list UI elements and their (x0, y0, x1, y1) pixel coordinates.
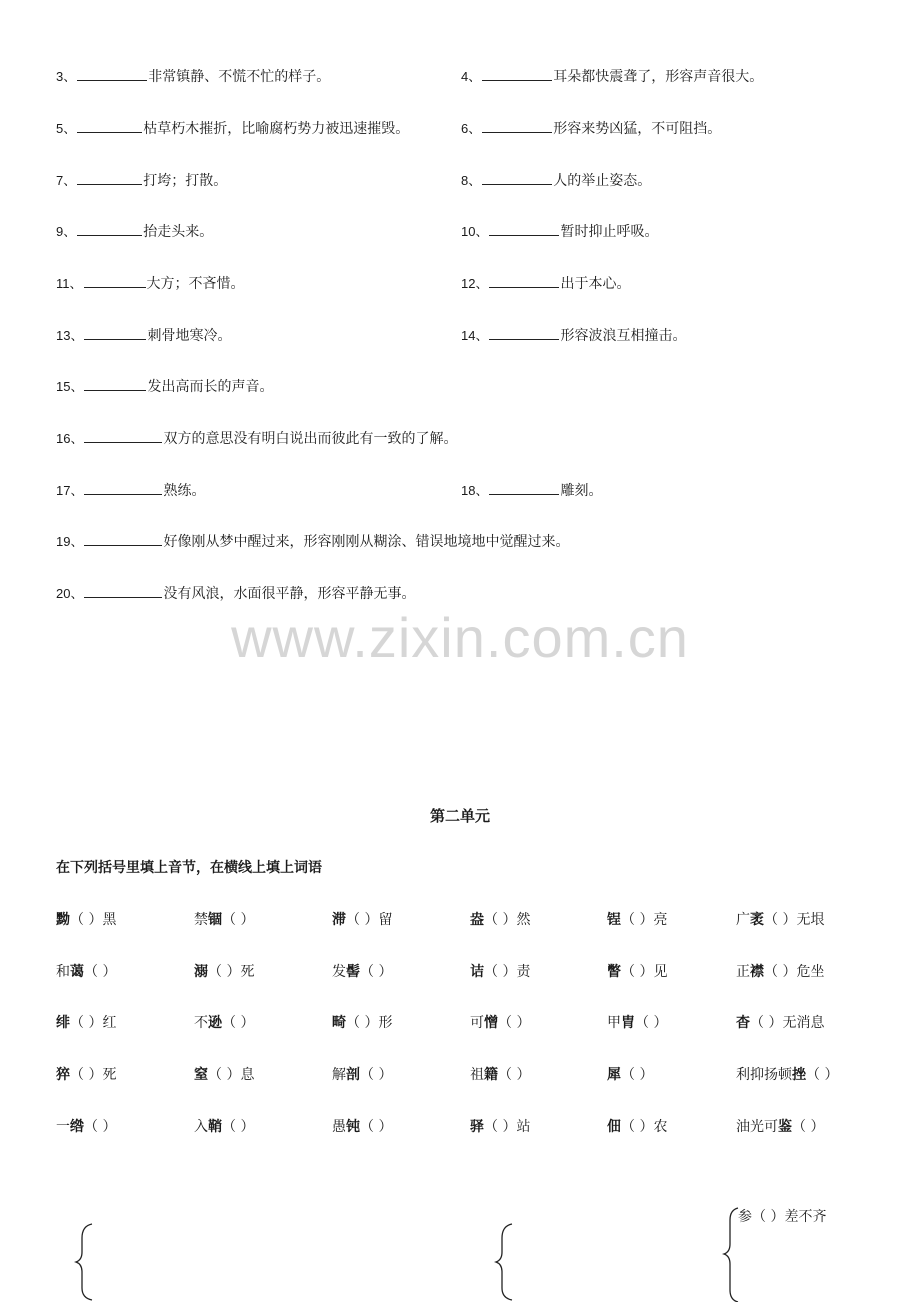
word-prefix: 愚 (332, 1119, 346, 1135)
pinyin-item (194, 1012, 254, 1032)
answer-blank[interactable] (489, 223, 559, 236)
pinyin-item (470, 1012, 530, 1032)
exercise-number: 3、 (56, 69, 77, 84)
target-character: 胄 (621, 1015, 635, 1031)
pinyin-item (736, 1064, 838, 1084)
pinyin-item (56, 1064, 116, 1084)
target-character: 憎 (484, 1015, 498, 1031)
answer-blank[interactable] (84, 327, 146, 340)
target-character: 籍 (484, 1067, 498, 1083)
target-character: 诘 (470, 964, 484, 980)
target-character: 锢 (208, 912, 222, 928)
target-character: 驿 (470, 1119, 484, 1135)
pinyin-item (736, 1012, 824, 1032)
exercise-item (56, 531, 569, 551)
answer-blank[interactable] (84, 430, 162, 443)
pinyin-item (607, 1064, 653, 1084)
answer-blank[interactable] (84, 585, 162, 598)
target-character: 鉴 (778, 1119, 792, 1135)
answer-blank[interactable] (77, 120, 142, 133)
exercise-item (461, 325, 686, 345)
target-character: 蔼 (70, 964, 84, 980)
pinyin-item (332, 1116, 392, 1136)
word-prefix: 甲 (607, 1015, 621, 1031)
target-character: 瞥 (607, 964, 621, 980)
exercise-definition: 打垮；打散。 (143, 173, 228, 189)
word-prefix: 一 (56, 1119, 70, 1135)
exercise-definition: 雕刻。 (560, 483, 603, 499)
answer-blank[interactable] (482, 172, 552, 185)
word-prefix: 不 (194, 1015, 208, 1031)
exercise-definition: 大方；不吝惜。 (146, 276, 245, 292)
exercise-number: 5、 (56, 121, 77, 136)
exercise-item (56, 170, 227, 190)
pinyin-answer-parens[interactable]: （ ） (360, 964, 393, 980)
exercise-number: 14、 (461, 328, 489, 343)
exercise-item (461, 66, 763, 86)
word-prefix: 入 (194, 1119, 208, 1135)
exercise-number: 12、 (461, 276, 489, 291)
exercise-item (461, 118, 721, 138)
pinyin-answer-parens[interactable]: （ ） (764, 964, 797, 980)
brace-middle (494, 1222, 518, 1302)
target-character: 袤 (750, 912, 764, 928)
pinyin-answer-parens[interactable]: （ ） (360, 1067, 393, 1083)
exercise-number: 16、 (56, 431, 84, 446)
exercise-definition: 发出高而长的声音。 (147, 379, 274, 395)
pinyin-answer-parens[interactable]: （ ） (621, 1067, 654, 1083)
pinyin-answer-parens[interactable]: （ ） (484, 964, 517, 980)
word-suffix: 见 (653, 964, 668, 980)
word-prefix: 正 (736, 964, 750, 980)
exercise-definition: 枯草朽木摧折，比喻腐朽势力被迅速摧毁。 (143, 121, 410, 137)
target-character: 猝 (56, 1067, 70, 1083)
exercise-definition: 双方的意思没有明白说出而彼此有一致的了解。 (163, 431, 458, 447)
pinyin-item (332, 909, 392, 929)
answer-blank[interactable] (77, 223, 142, 236)
answer-blank[interactable] (77, 68, 147, 81)
word-suffix: 红 (102, 1015, 117, 1031)
word-suffix: 死 (102, 1067, 117, 1083)
target-character: 佃 (607, 1119, 621, 1135)
word-suffix: 形 (378, 1015, 393, 1031)
pinyin-answer-parens[interactable]: （ ） (621, 1119, 654, 1135)
exercise-definition: 人的举止姿态。 (553, 173, 652, 189)
word-suffix: 责 (516, 964, 531, 980)
pinyin-item (736, 909, 824, 929)
answer-blank[interactable] (84, 482, 162, 495)
exercise-item (56, 583, 415, 603)
exercise-number: 18、 (461, 483, 489, 498)
exercise-item (461, 273, 630, 293)
pinyin-item (736, 1116, 824, 1136)
pinyin-answer-parens[interactable]: （ ） (792, 1119, 825, 1135)
exercise-item (56, 273, 245, 293)
exercise-number: 13、 (56, 328, 84, 343)
word-suffix: 农 (653, 1119, 668, 1135)
target-character: 锃 (607, 912, 621, 928)
word-prefix: 油光可 (736, 1119, 778, 1135)
target-character: 窒 (194, 1067, 208, 1083)
word-suffix: 然 (516, 912, 531, 928)
word-suffix: 死 (240, 964, 255, 980)
target-character: 滞 (332, 912, 346, 928)
exercise-number: 20、 (56, 586, 84, 601)
pinyin-item (56, 1116, 116, 1136)
pinyin-answer-parens[interactable]: （ ） (222, 1015, 255, 1031)
word-prefix: 禁 (194, 912, 208, 928)
word-suffix: 无消息 (782, 1015, 825, 1031)
exercise-item (56, 376, 273, 396)
exercise-number: 11、 (56, 276, 83, 291)
answer-blank[interactable] (482, 120, 552, 133)
exercise-definition: 好像刚从梦中醒过来，形容刚刚从糊涂、错误地境地中觉醒过来。 (163, 534, 570, 550)
answer-blank[interactable] (84, 378, 146, 391)
brace-item-cenci: 参（ ）差不齐 (738, 1209, 827, 1225)
pinyin-answer-parens[interactable]: （ ） (84, 964, 117, 980)
word-suffix: 留 (378, 912, 393, 928)
exercise-item (461, 480, 602, 500)
word-suffix: 危坐 (796, 964, 825, 980)
target-character: 绺 (70, 1119, 84, 1135)
target-character: 髻 (346, 964, 360, 980)
target-character: 剖 (346, 1067, 360, 1083)
exercise-item (56, 428, 457, 448)
word-suffix: 亮 (653, 912, 668, 928)
pinyin-item (332, 961, 392, 981)
answer-blank[interactable] (84, 275, 146, 288)
exercise-definition: 抬走头来。 (143, 224, 214, 240)
exercise-definition: 刺骨地寒冷。 (147, 328, 232, 344)
word-suffix: 黑 (102, 912, 117, 928)
pinyin-answer-parens[interactable]: （ ） (635, 1015, 668, 1031)
answer-blank[interactable] (84, 533, 162, 546)
word-prefix: 利抑扬顿 (736, 1067, 792, 1083)
target-character: 钝 (346, 1119, 360, 1135)
pinyin-item (194, 961, 254, 981)
pinyin-answer-parens[interactable]: （ ） (70, 1015, 103, 1031)
exercise-definition: 形容来势凶猛，不可阻挡。 (553, 121, 722, 137)
exercise-item (461, 170, 651, 190)
exercise-definition: 没有风浪，水面很平静，形容平静无事。 (163, 586, 416, 602)
word-prefix: 广 (736, 912, 750, 928)
exercise-definition: 出于本心。 (560, 276, 631, 292)
answer-blank[interactable] (489, 482, 559, 495)
word-suffix: 无垠 (796, 912, 825, 928)
word-prefix: 发 (332, 964, 346, 980)
word-prefix: 和 (56, 964, 70, 980)
pinyin-answer-parens[interactable]: （ ） (484, 912, 517, 928)
answer-blank[interactable] (489, 327, 559, 340)
exercise-number: 17、 (56, 483, 84, 498)
pinyin-answer-parens[interactable]: （ ） (621, 964, 654, 980)
target-character: 绯 (56, 1015, 70, 1031)
target-character: 逊 (208, 1015, 222, 1031)
pinyin-answer-parens[interactable]: （ ） (621, 912, 654, 928)
exercise-number: 19、 (56, 534, 84, 549)
pinyin-item (607, 961, 667, 981)
target-character: 盎 (470, 912, 484, 928)
exercise-number: 4、 (461, 69, 482, 84)
pinyin-answer-parens[interactable]: （ ） (208, 1067, 241, 1083)
target-character: 鞘 (208, 1119, 222, 1135)
pinyin-item (194, 1116, 254, 1136)
pinyin-item (607, 1116, 667, 1136)
exercise-definition: 形容波浪互相撞击。 (560, 328, 687, 344)
answer-blank[interactable] (482, 68, 552, 81)
exercise-definition: 暂时抑止呼吸。 (560, 224, 659, 240)
target-character: 溺 (194, 964, 208, 980)
pinyin-item (56, 1012, 116, 1032)
pinyin-item (470, 1064, 530, 1084)
pinyin-answer-parens[interactable]: （ ） (498, 1067, 531, 1083)
pinyin-item (470, 909, 530, 929)
pinyin-answer-parens[interactable]: （ ） (84, 1119, 117, 1135)
pinyin-answer-parens[interactable]: （ ） (498, 1015, 531, 1031)
target-character: 黝 (56, 912, 70, 928)
pinyin-item (607, 1012, 667, 1032)
target-character: 犀 (607, 1067, 621, 1083)
pinyin-item (56, 961, 116, 981)
exercise-number: 15、 (56, 379, 84, 394)
pinyin-answer-parens[interactable]: （ ） (806, 1067, 839, 1083)
pinyin-answer-parens[interactable]: （ ） (208, 964, 241, 980)
pinyin-answer-parens[interactable]: （ ） (764, 912, 797, 928)
answer-blank[interactable] (77, 172, 142, 185)
word-prefix: 祖 (470, 1067, 484, 1083)
section-title: 第二单元 (429, 807, 490, 825)
pinyin-item (332, 1012, 392, 1032)
exercise-definition: 非常镇静、不慌不忙的样子。 (148, 69, 331, 85)
pinyin-answer-parens[interactable]: （ ） (222, 912, 255, 928)
pinyin-answer-parens[interactable]: （ ） (346, 912, 379, 928)
instruction-text: 在下列括号里填上音节，在横线上填上词语 (56, 860, 322, 876)
pinyin-item (470, 961, 530, 981)
brace-left (74, 1222, 98, 1302)
exercise-number: 10、 (461, 224, 489, 239)
exercise-item (56, 480, 205, 500)
pinyin-item (470, 1116, 530, 1136)
exercise-item (56, 221, 213, 241)
exercise-definition: 熟练。 (163, 483, 206, 499)
pinyin-answer-parens[interactable]: （ ） (484, 1119, 517, 1135)
pinyin-item (194, 909, 254, 929)
exercise-item (56, 325, 231, 345)
word-suffix: 站 (516, 1119, 531, 1135)
pinyin-answer-parens[interactable]: （ ） (360, 1119, 393, 1135)
exercise-number: 9、 (56, 224, 77, 239)
target-character: 杳 (736, 1015, 750, 1031)
pinyin-item (736, 961, 824, 981)
word-suffix: 息 (240, 1067, 255, 1083)
pinyin-answer-parens[interactable]: （ ） (750, 1015, 783, 1031)
exercise-item (461, 221, 658, 241)
answer-blank[interactable] (489, 275, 559, 288)
watermark: www.zixin.com.cn (231, 606, 689, 669)
target-character: 畸 (332, 1015, 346, 1031)
exercise-number: 6、 (461, 121, 482, 136)
exercise-item (56, 66, 330, 86)
pinyin-answer-parens[interactable]: （ ） (222, 1119, 255, 1135)
exercise-item (56, 118, 409, 138)
word-prefix: 可 (470, 1015, 484, 1031)
target-character: 襟 (750, 964, 764, 980)
word-prefix: 解 (332, 1067, 346, 1083)
pinyin-item (194, 1064, 254, 1084)
exercise-number: 7、 (56, 173, 77, 188)
exercise-number: 8、 (461, 173, 482, 188)
pinyin-item (56, 909, 116, 929)
pinyin-item (607, 909, 667, 929)
pinyin-item (332, 1064, 392, 1084)
target-character: 挫 (792, 1067, 806, 1083)
pinyin-answer-parens[interactable]: （ ） (70, 1067, 103, 1083)
pinyin-answer-parens[interactable]: （ ） (70, 912, 103, 928)
exercise-definition: 耳朵都快震聋了，形容声音很大。 (553, 69, 764, 85)
pinyin-answer-parens[interactable]: （ ） (346, 1015, 379, 1031)
